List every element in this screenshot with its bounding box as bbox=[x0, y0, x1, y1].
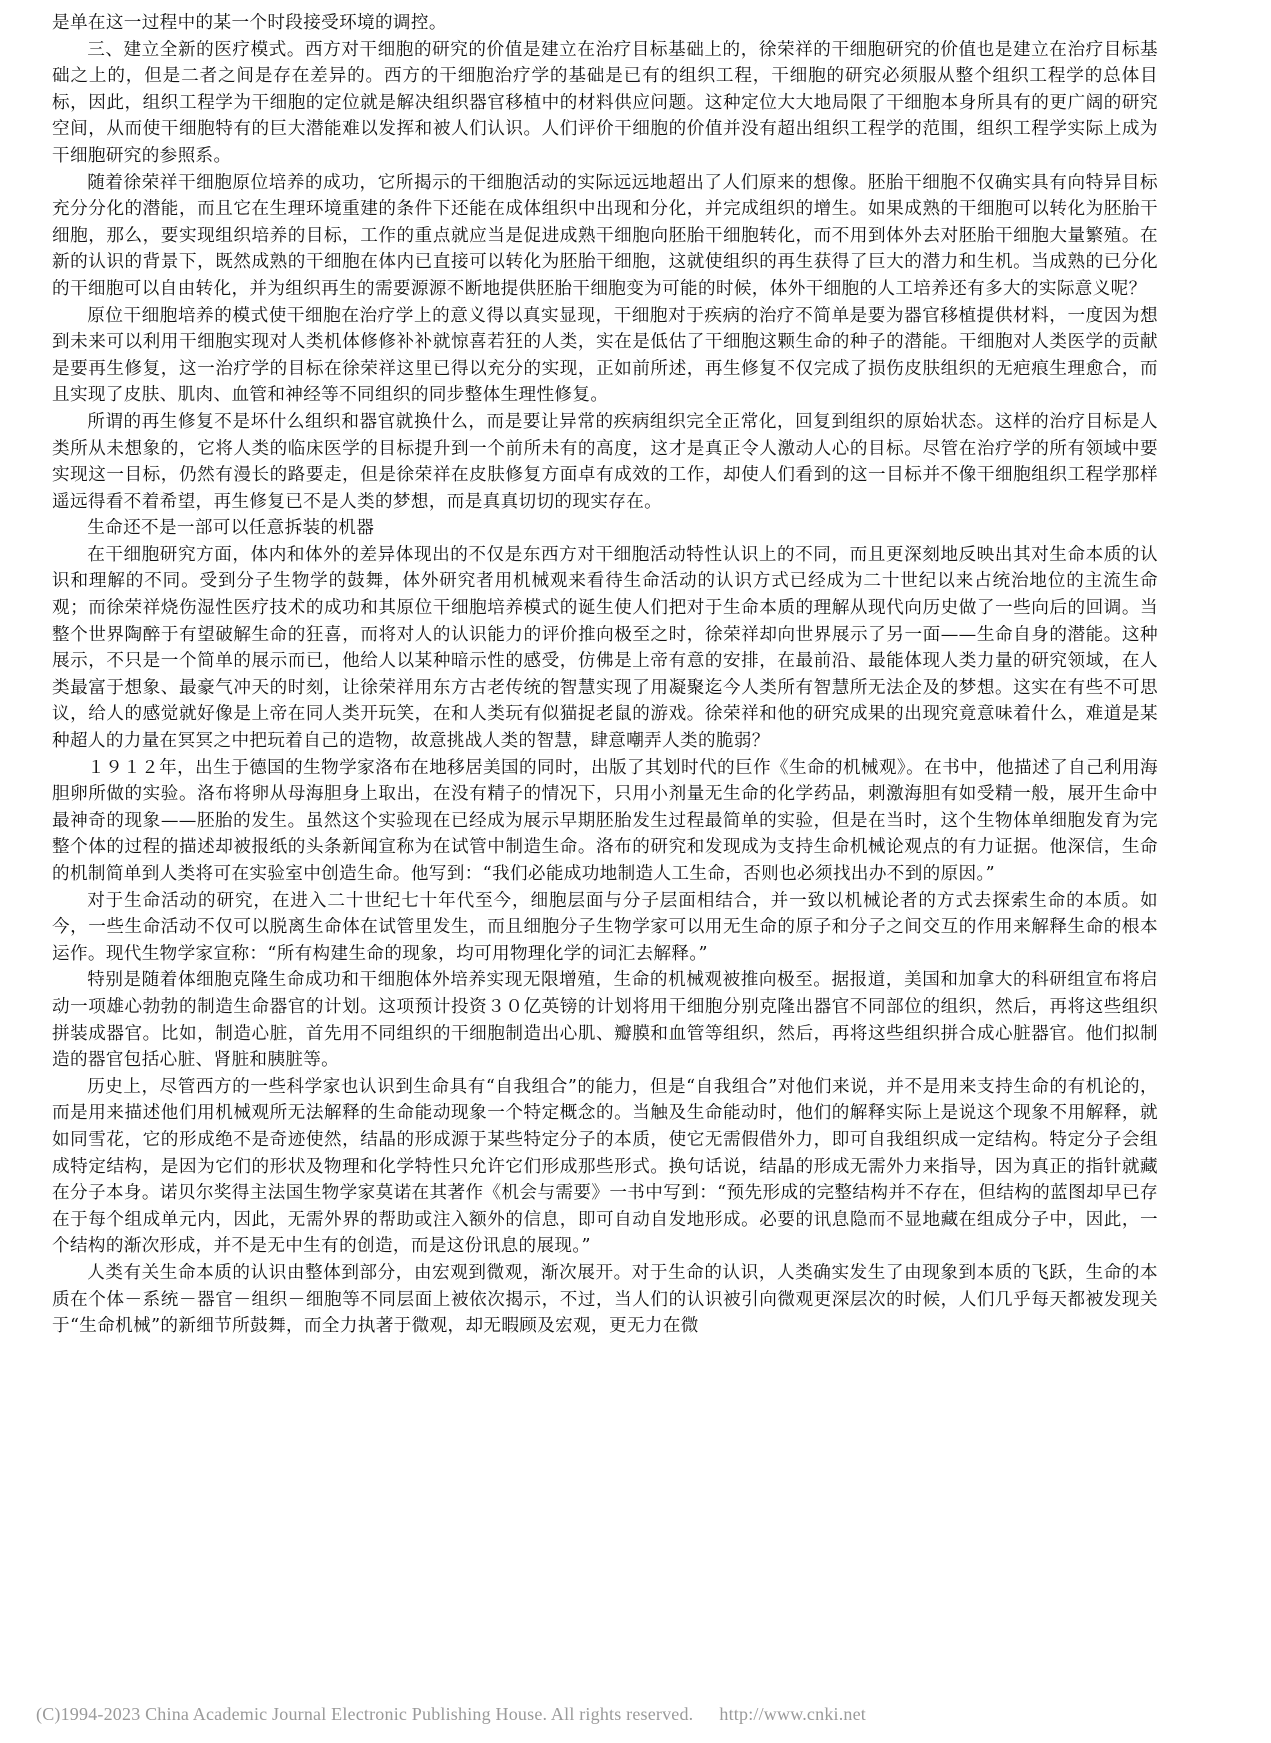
section-heading: 生命还不是一部可以任意拆装的机器 bbox=[87, 518, 375, 539]
footer-copyright: (C)1994-2023 China Academic Journal Electronic Publishing House. All rights reserved. bbox=[36, 1704, 694, 1724]
paragraph-whole-to-part: 人类有关生命本质的认识由整体到部分，由宏观到微观，渐次展开。对于生命的认识，人类确实发生了由现象到本质的飞跃，生命的本质在个体－系统－器官－组织－细胞等不同层面上被依次揭示，不过，当人们的认识被引向微观更深层次的时候，人们几乎每天都被发现关于“生命机械”的新细节所鼓舞，而全力执著于微观，却无暇顾及宏观，更无力在微 bbox=[52, 1262, 1158, 1337]
paragraph-continuation: 是单在这一过程中的某一个时段接受环境的调控。 bbox=[52, 13, 447, 33]
paragraph-loeb-1912: １９１２年，出生于德国的生物学家洛布在地移居美国的同时，出版了其划时代的巨作《生命的机械观》。在书中，他描述了自己利用海胆卵所做的实验。洛布将卵从母海胆身上取出，在没有精子的情况下，只用小剂量无生命的化学药品，刺激海胆有如受精一般，展开生命中最神奇的现象——胚胎的发生。虽然这个实验现在已经成为展示早期胚胎发生过程最简单的实验，但是在当时，这个生物体单细胞发育为完整个体的过程的描述却被报纸的头条新闻宣称为在试管中制造生命。洛布的研究和发现成为支持生命机械论观点的有力证据。他深信，生命的机制简单到人类将可在实验室中创造生命。他写到：“我们必能成功地制造人工生命，否则也必须找出办不到的原因。” bbox=[52, 757, 1158, 884]
paragraph-in-vivo-vs-in-vitro: 在干细胞研究方面，体内和体外的差异体现出的不仅是东西方对干细胞活动特性认识上的不同，而且更深刻地反映出其对生命本质的认识和理解的不同。受到分子生物学的鼓舞，体外研究者用机械观来看待生命活动的认识方式已经成为二十世纪以来占统治地位的主流生命观；而徐荣祥烧伤湿性医疗技术的成功和其原位干细胞培养模式的诞生使人们把对于生命本质的理解从现代向历史做了一些向后的回调。当整个世界陶醉于有望破解生命的狂喜，而将对人的认识能力的评价推向极至之时，徐荣祥却向世界展示了另一面——生命自身的潜能。这种展示，不只是一个简单的展示而已，他给人以某种暗示性的感受，仿佛是上帝有意的安排，在最前沿、最能体现人类力量的研究领域，在人类最富于想象、最豪气冲天的时刻，让徐荣祥用东方古老传统的智慧实现了用凝聚迄今人类所有智慧所无法企及的梦想。这实在有些不可思议，给人的感觉就好像是上帝在同人类开玩笑，在和人类玩有似猫捉老鼠的游戏。徐荣祥和他的研究成果的出现究竟意味着什么，难道是某种超人的力量在冥冥之中把玩着自己的造物，故意挑战人类的智慧，肆意嘲弄人类的脆弱？ bbox=[52, 544, 1158, 752]
page-footer bbox=[36, 1704, 866, 1725]
document-page bbox=[52, 10, 1158, 1340]
footer-url[interactable]: http://www.cnki.net bbox=[719, 1704, 867, 1724]
paragraph-in-situ-culture: 随着徐荣祥干细胞原位培养的成功，它所揭示的干细胞活动的实际远远地超出了人们原来的想像。胚胎干细胞不仅确实具有向特异目标充分分化的潜能，而且它在生理环境重建的条件下还能在成体组织中出现和分化，并完成组织的增生。如果成熟的干细胞可以转化为胚胎干细胞，那么，要实现组织培养的目标，工作的重点就应当是促进成熟干细胞向胚胎干细胞转化，而不用到体外去对胚胎干细胞大量繁殖。在新的认识的背景下，既然成熟的干细胞在体内已直接可以转化为胚胎干细胞，这就使组织的再生获得了巨大的潜力和生机。当成熟的已分化的干细胞可以自由转化，并为组织再生的需要源源不断地提供胚胎干细胞变为可能的时候，体外干细胞的人工培养还有多大的实际意义呢？ bbox=[52, 172, 1158, 299]
paragraph-self-assembly: 历史上，尽管西方的一些科学家也认识到生命具有“自我组合”的能力，但是“自我组合”对他们来说，并不是用来支持生命的有机论的，而是用来描述他们用机械观所无法解释的生命能动现象一个特定概念的。当触及生命能动时，他们的解释实际上是说这个现象不用解释，就如同雪花，它的形成绝不是奇迹使然，结晶的形成源于某些特定分子的本质，使它无需假借外力，即可自我组织成一定结构。特定分子会组成特定结构，是因为它们的形状及物理和化学特性只允许它们形成那些形式。换句话说，结晶的形成无需外力来指导，因为真正的指针就藏在分子本身。诺贝尔奖得主法国生物学家莫诺在其著作《机会与需要》一书中写到：“预先形成的完整结构并不存在，但结构的蓝图却早已存在于每个组成单元内，因此，无需外界的帮助或注入额外的信息，即可自动自发地形成。必要的讯息隐而不显地藏在组成分子中，因此，一个结构的渐次形成，并不是无中生有的创造，而是这份讯息的展现。” bbox=[52, 1076, 1158, 1257]
paragraph-medical-model: 三、建立全新的医疗模式。西方对干细胞的研究的价值是建立在治疗目标基础上的，徐荣祥的干细胞研究的价值也是建立在治疗目标基础之上的，但是二者之间是存在差异的。西方的干细胞治疗学的基础是已有的组织工程，干细胞的研究必须服从整个组织工程学的总体目标，因此，组织工程学为干细胞的定位就是解决组织器官移植中的材料供应问题。这种定位大大地局限了干细胞本身所具有的更广阔的研究空间，从而使干细胞特有的巨大潜能难以发挥和被人们认识。人们评价干细胞的价值并没有超出组织工程学的范围，组织工程学实际上成为干细胞研究的参照系。 bbox=[52, 39, 1158, 166]
paragraph-organ-manufacture: 特别是随着体细胞克隆生命成功和干细胞体外培养实现无限增殖，生命的机械观被推向极至。据报道，美国和加拿大的科研组宣布将启动一项雄心勃勃的制造生命器官的计划。这项预计投资３０亿英镑的计划将用干细胞分别克隆出器官不同部位的组织，然后，再将这些组织拼装成器官。比如，制造心脏，首先用不同组织的干细胞制造出心肌、瓣膜和血管等组织，然后，再将这些组织拼合成心脏器官。他们拟制造的器官包括心脏、肾脏和胰脏等。 bbox=[52, 970, 1158, 1071]
paragraph-therapeutic-meaning: 原位干细胞培养的模式使干细胞在治疗学上的意义得以真实显现，干细胞对于疾病的治疗不简单是要为器官移植提供材料，一度因为想到未来可以利用干细胞实现对人类机体修修补补就惊喜若狂的人类，实在是低估了干细胞这颗生命的种子的潜能。干细胞对人类医学的贡献是要再生修复，这一治疗学的目标在徐荣祥这里已得以充分的实现，正如前所述，再生修复不仅完成了损伤皮肤组织的无疤痕生理愈合，而且实现了皮肤、肌肉、血管和神经等不同组织的同步整体生理性修复。 bbox=[52, 305, 1158, 406]
paragraph-regenerative-repair: 所谓的再生修复不是坏什么组织和器官就换什么，而是要让异常的疾病组织完全正常化，回复到组织的原始状态。这样的治疗目标是人类所从未想象的，它将人类的临床医学的目标提升到一个前所未有的高度，这才是真正令人激动人心的目标。尽管在治疗学的所有领域中要实现这一目标，仍然有漫长的路要走，但是徐荣祥在皮肤修复方面卓有成效的工作，却使人们看到的这一目标并不像干细胞组织工程学那样遥远得看不着希望，再生修复已不是人类的梦想，而是真真切切的现实存在。 bbox=[52, 411, 1158, 512]
paragraph-molecular-biology: 对于生命活动的研究，在进入二十世纪七十年代至今，细胞层面与分子层面相结合，并一致以机械论者的方式去探索生命的本质。如今，一些生命活动不仅可以脱离生命体在试管里发生，而且细胞分子生物学家可以用无生命的原子和分子之间交互的作用来解释生命的根本运作。现代生物学家宣称：“所有构建生命的现象，均可用物理化学的词汇去解释。” bbox=[52, 890, 1158, 964]
